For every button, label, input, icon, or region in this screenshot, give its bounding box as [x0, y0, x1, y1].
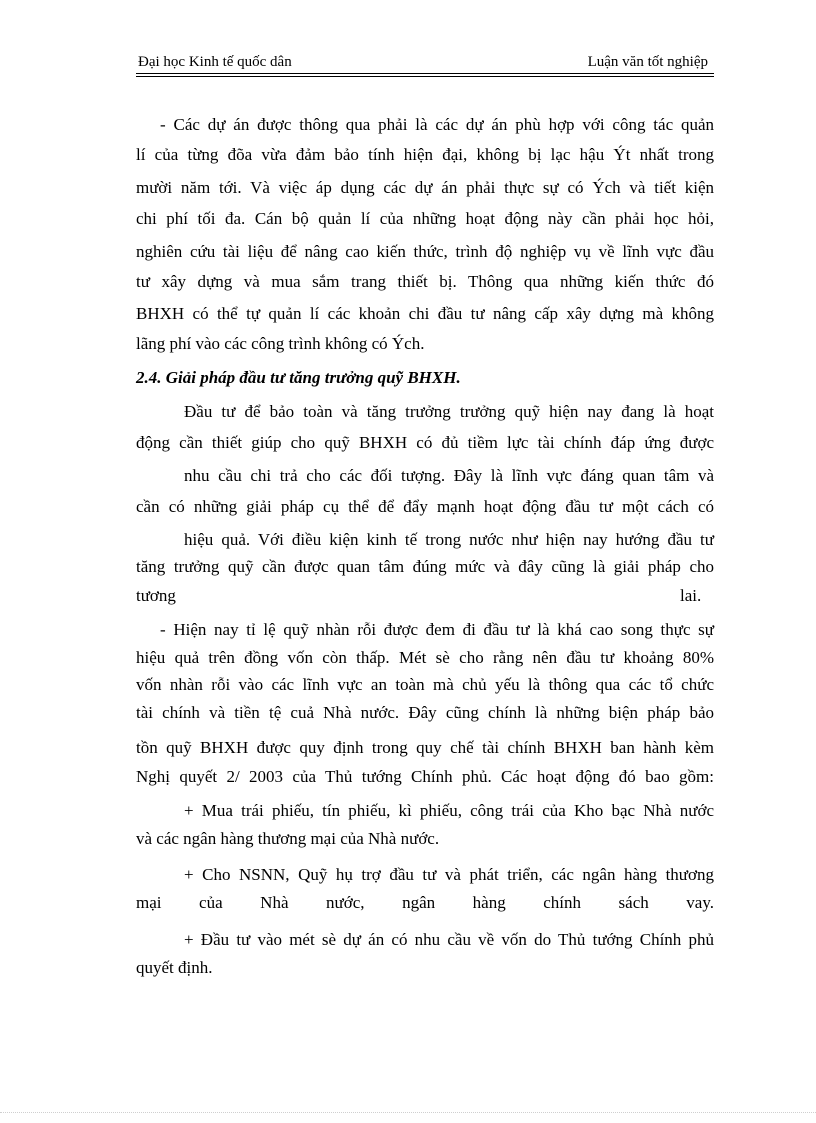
paragraph-line: lí của từng đõa vừa đảm bảo tính hiện đại, không bị lạc hậu Ýt nhất trong: [136, 145, 714, 164]
paragraph-line: tương: [136, 586, 176, 605]
paragraph-line: mại của Nhà nước, ngân hàng chính sách vay.: [136, 893, 714, 912]
paragraph-line: + Đầu tư vào mét sè dự án có nhu cầu về vốn do Thủ tướng Chính phủ: [184, 930, 714, 949]
header-thesis-label: Luận văn tốt nghiệp: [587, 54, 708, 70]
paragraph-line: tài chính và tiền tệ cuả Nhà nước. Đây cũng chính là những biện pháp bảo: [136, 703, 714, 722]
page-bottom-rule: [0, 1112, 816, 1113]
paragraph-line: Đầu tư để bảo toàn và tăng trưởng trưởng quỹ hiện nay đang là hoạt: [184, 402, 714, 421]
paragraph-line: lai.: [680, 586, 702, 605]
paragraph-line: Nghị quyết 2/ 2003 của Thủ tướng Chính phủ. Các hoạt động đó bao gồm:: [136, 767, 714, 786]
paragraph-line: hiệu quả trên đồng vốn còn thấp. Mét sè cho rằng nên đầu tư khoảng 80%: [136, 648, 714, 667]
paragraph-line: nghiên cứu tài liệu để nâng cao kiến thức, trình độ nghiệp vụ về lĩnh vực đầu: [136, 242, 714, 261]
paragraph-line: + Mua trái phiếu, tín phiếu, kì phiếu, công trái của Kho bạc Nhà nước: [184, 801, 714, 820]
section-heading: 2.4. Giải pháp đầu tư tăng trưởng quỹ BHXH.: [136, 368, 461, 387]
paragraph-line: nhu cầu chi trả cho các đối tượng. Đây là lĩnh vực đáng quan tâm và: [184, 466, 714, 485]
paragraph-line: tồn quỹ BHXH được quy định trong quy chế tài chính BHXH ban hành kèm: [136, 738, 714, 757]
paragraph-line: vốn nhàn rỗi vào các lĩnh vực an toàn mà chủ yếu là thông qua các tổ chức: [136, 675, 714, 694]
paragraph-line: + Cho NSNN, Quỹ hụ trợ đầu tư và phát triển, các ngân hàng thương: [184, 865, 714, 884]
paragraph-line: và các ngân hàng thương mại của Nhà nước.: [136, 829, 440, 848]
page-header: [136, 52, 714, 74]
header-university: Đại học Kinh tế quốc dân: [138, 54, 292, 70]
paragraph-line: hiệu quả. Với điều kiện kinh tế trong nước như hiện nay hướng đầu tư: [184, 530, 714, 549]
paragraph-line: cần có những giải pháp cụ thể để đẩy mạnh hoạt động đầu tư một cách có: [136, 497, 714, 516]
paragraph-line: chi phí tối đa. Cán bộ quản lí của những hoạt động này cần phải học hỏi,: [136, 209, 714, 228]
paragraph-line: lãng phí vào các công trình không có Ých.: [136, 334, 425, 353]
paragraph-line: - Hiện nay tỉ lệ quỹ nhàn rỗi được đem đi đầu tư là khá cao song thực sự: [160, 620, 714, 639]
header-rule: [136, 73, 714, 77]
paragraph-line: mười năm tới. Và việc áp dụng các dự án phải thực sự có Ých và tiết kiện: [136, 178, 714, 197]
paragraph-line: tư xây dựng và mua sắm trang thiết bị. Thông qua những kiến thức đó: [136, 272, 714, 291]
paragraph-line: BHXH có thể tự quản lí các khoản chi đầu tư nâng cấp xây dựng mà không: [136, 304, 714, 323]
paragraph-line: tăng trưởng quỹ cần được quan tâm đúng mức và đây cũng là giải pháp cho: [136, 557, 714, 576]
paragraph-line: động cần thiết giúp cho quỹ BHXH có đủ tiềm lực tài chính đáp ứng được: [136, 433, 714, 452]
paragraph-line: - Các dự án được thông qua phải là các dự án phù hợp với công tác quản: [160, 115, 714, 134]
paragraph-line: quyết định.: [136, 958, 213, 977]
